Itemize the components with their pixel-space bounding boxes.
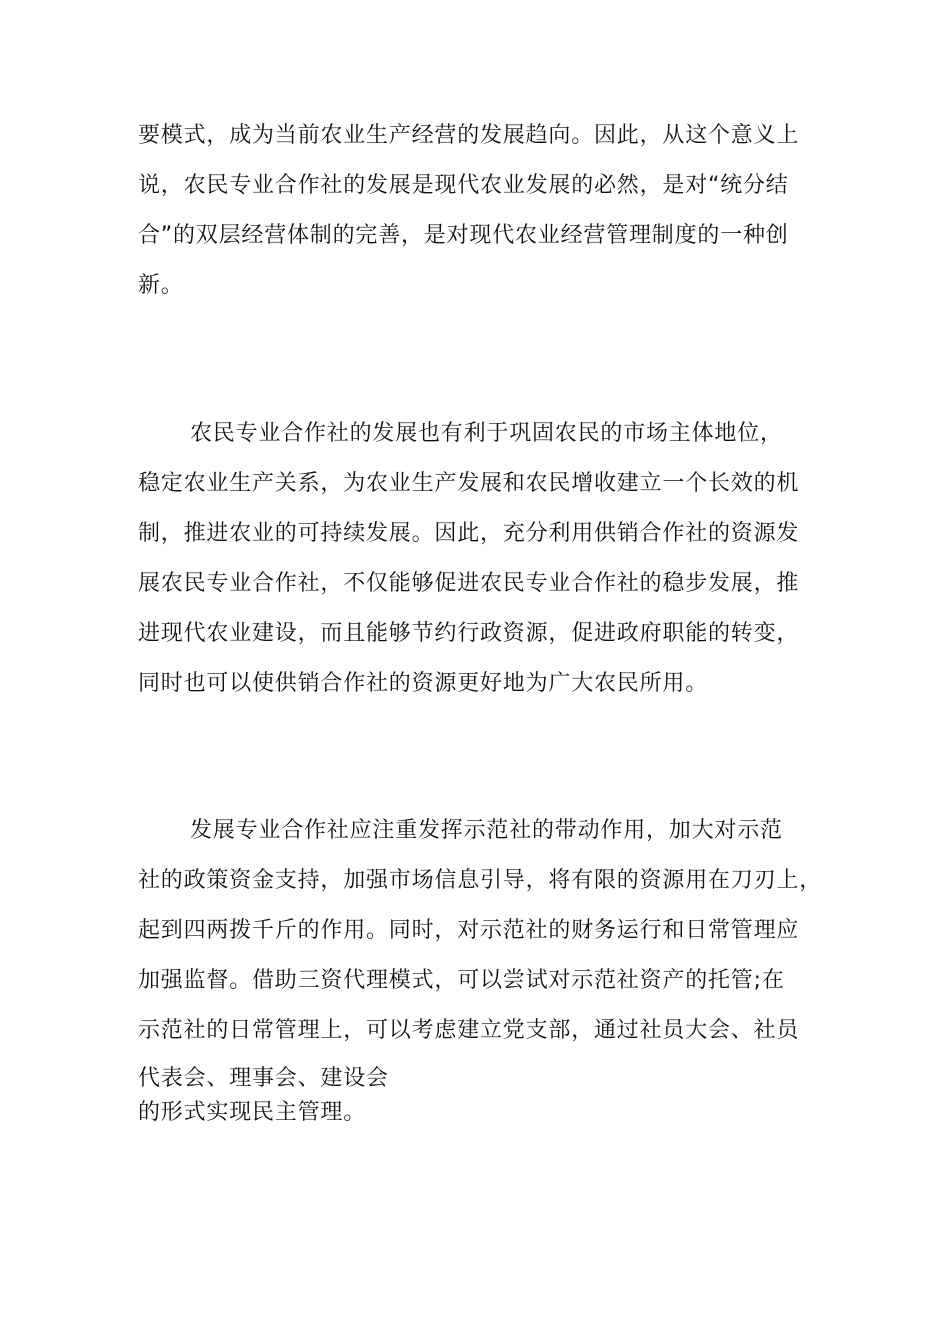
- text-line: 社的政策资金支持，加强市场信息引导，将有限的资源用在刀刃上，: [138, 868, 823, 893]
- text-line: 加强监督。借助三资代理模式，可以尝试对示范社资产的托管;在: [138, 968, 785, 993]
- text-line: 稳定农业生产关系，为农业生产发展和农民增收建立一个长效的机: [138, 471, 800, 496]
- text-line: 合”的双层经营体制的完善，是对现代农业经营管理制度的一种创: [138, 223, 789, 248]
- text-line: 同时也可以使供销合作社的资源更好地为广大农民所用。: [138, 671, 709, 696]
- text-line: 进现代农业建设，而且能够节约行政资源，促进政府职能的转变，: [138, 621, 800, 646]
- text-line: 示范社的日常管理上，可以考虑建立党支部，通过社员大会、社员: [138, 1018, 800, 1043]
- text-line: 展农民专业合作社，不仅能够促进农民专业合作社的稳步发展，推: [138, 571, 800, 596]
- text-line: 发展专业合作社应注重发挥示范社的带动作用，加大对示范: [190, 818, 783, 843]
- text-line: 的形式实现民主管理。: [138, 1100, 367, 1125]
- text-line: 要模式，成为当前农业生产经营的发展趋向。因此，从这个意义上: [138, 123, 800, 148]
- text-line: 农民专业合作社的发展也有利于巩固农民的市场主体地位，: [190, 421, 783, 446]
- text-line: 起到四两拨千斤的作用。同时，对示范社的财务运行和日常管理应: [138, 918, 800, 943]
- text-line: 制，推进农业的可持续发展。因此，充分利用供销合作社的资源发: [138, 521, 800, 546]
- text-line: 新。: [138, 273, 184, 298]
- text-line: 代表会、理事会、建设会: [138, 1066, 389, 1091]
- text-line: 说，农民专业合作社的发展是现代农业发展的必然，是对“统分结: [138, 173, 789, 198]
